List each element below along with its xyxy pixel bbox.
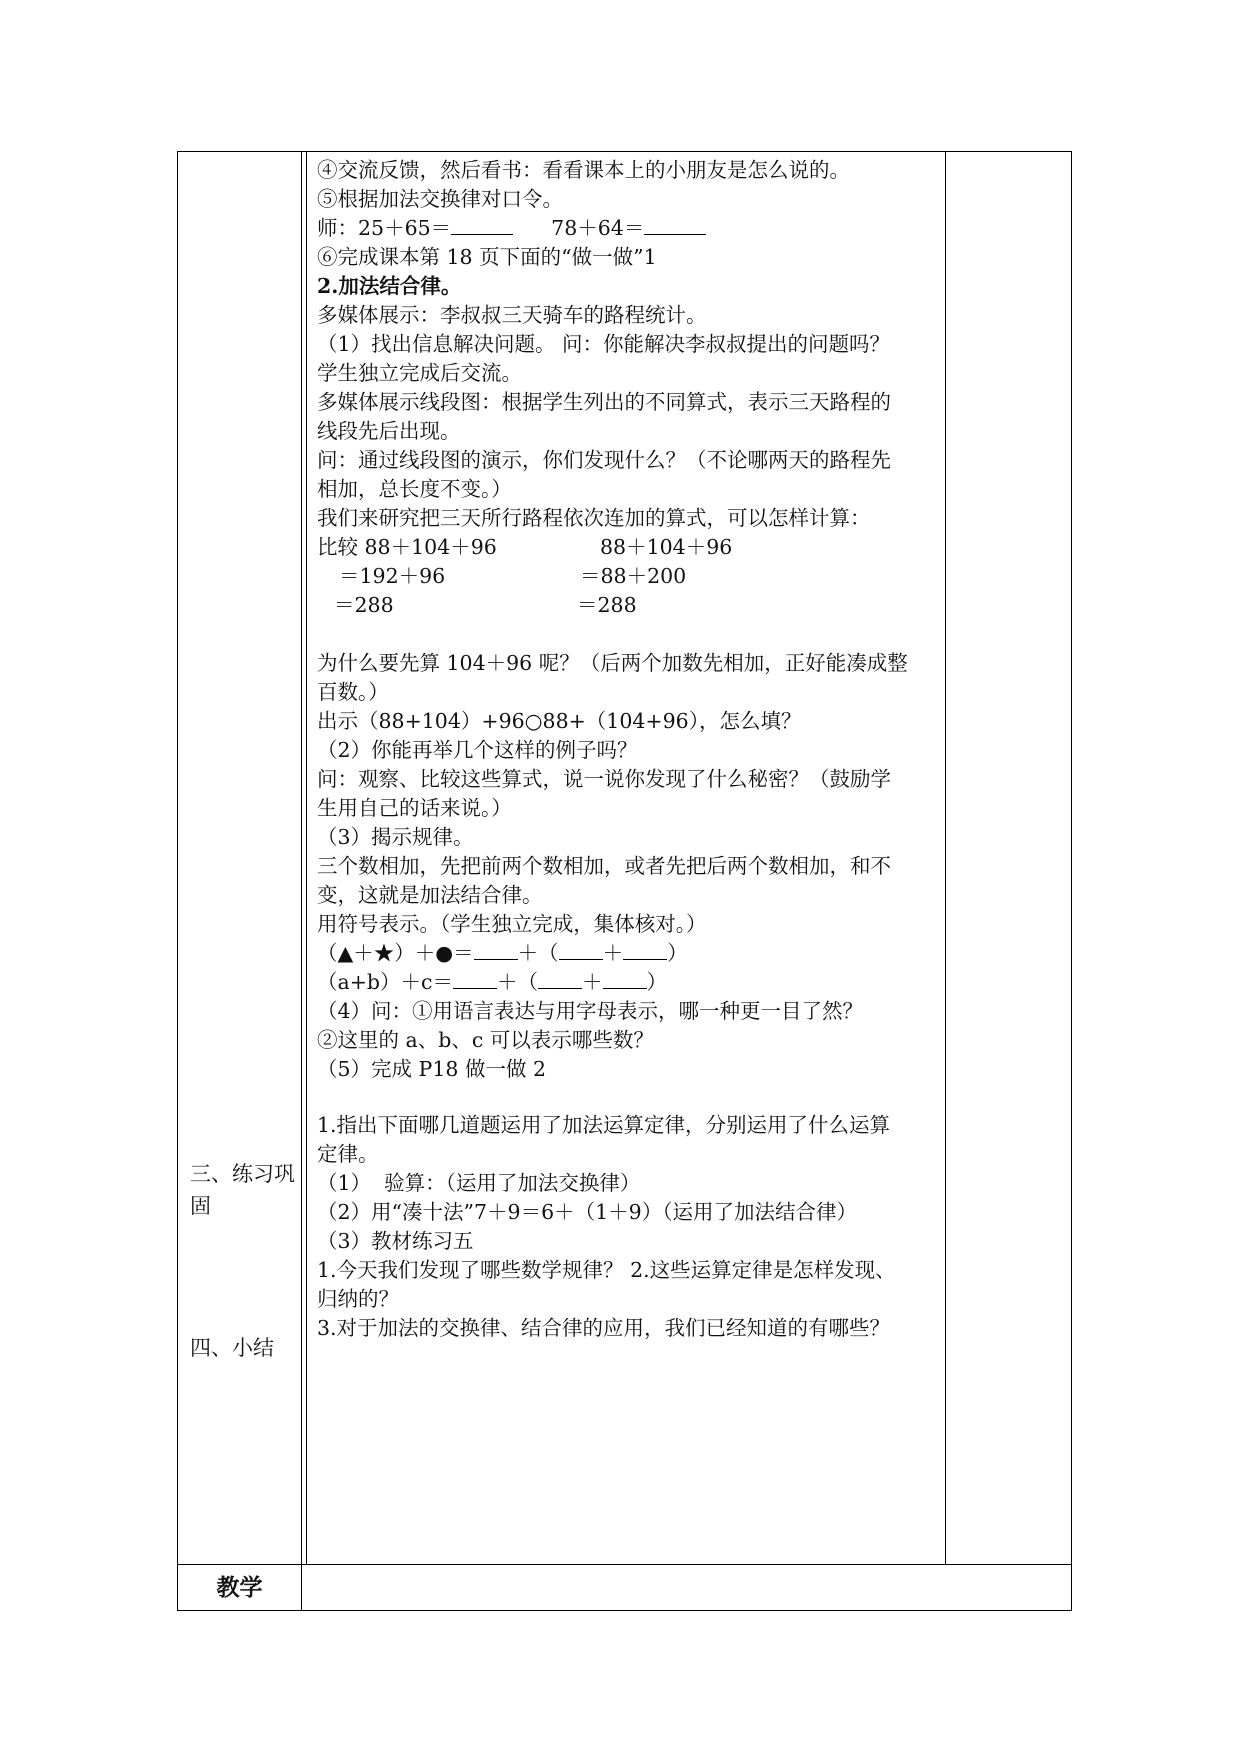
text-line: （2）用“凑十法”7＋9＝6＋（1＋9）（运用了加法结合律） <box>317 1200 857 1224</box>
section-label-summary: 四、小结 <box>190 1336 274 1360</box>
text-line: （3）教材练习五 <box>317 1229 474 1253</box>
lesson-plan-table <box>177 151 1072 1611</box>
text-line: 生用自己的话来说。） <box>317 796 512 820</box>
text-line: 多媒体展示：李叔叔三天骑车的路程统计。 <box>317 303 707 327</box>
answer-blank <box>453 970 497 989</box>
text-line: 师：25＋65＝ 78＋64＝ <box>317 213 706 243</box>
fill-in-line: （a+b）＋c＝ ＋（ ＋ ） <box>317 970 668 994</box>
text-line: 1.今天我们发现了哪些数学规律？ 2.这些运算定律是怎样发现、 <box>317 1258 896 1282</box>
text-line: 百数。） <box>317 680 389 704</box>
text-line: 相加，总长度不变。） <box>317 477 512 501</box>
text-line: 1.指出下面哪几道题运用了加法运算定律，分别运用了什么运算 <box>317 1113 891 1137</box>
text-line: ⑤根据加法交换律对口令。 <box>317 187 563 211</box>
section-heading: 2.加法结合律。 <box>317 274 462 298</box>
text-line: ②这里的 a、b、c 可以表示哪些数？ <box>317 1028 654 1052</box>
text-line: 我们来研究把三天所行路程依次连加的算式，可以怎样计算： <box>317 506 871 530</box>
text-line: 出示（88+104）+96○88+（104+96），怎么填？ <box>317 709 802 733</box>
text-line: 问：通过线段图的演示，你们发现什么？（不论哪两天的路程先 <box>317 448 891 472</box>
text-line: 问：观察、比较这些算式，说一说你发现了什么秘密？（鼓励学 <box>317 767 891 791</box>
equation-line: 比较 88＋104＋96 <box>317 535 497 559</box>
answer-blank <box>451 216 513 235</box>
section-label-practice: 三、练习巩 固 <box>190 1162 295 1218</box>
equation-line: 88＋104＋96 <box>600 535 733 559</box>
text-line: 变，这就是加法结合律。 <box>317 883 543 907</box>
text-line: （1）找出信息解决问题。 问：你能解决李叔叔提出的问题吗？ <box>317 332 891 356</box>
text-line: （1） 验算：（运用了加法交换律） <box>317 1171 641 1195</box>
answer-blank <box>603 970 647 989</box>
text-line: ⑥完成课本第 18 页下面的“做一做”1 <box>317 245 657 269</box>
bottom-row-label: 教学 <box>216 1574 263 1601</box>
text-line: ④交流反馈，然后看书：看看课本上的小朋友是怎么说的。 <box>317 158 850 182</box>
text-line: （2）你能再举几个这样的例子吗？ <box>317 738 638 762</box>
text-line: 3.对于加法的交换律、结合律的应用，我们已经知道的有哪些？ <box>317 1316 891 1340</box>
answer-blank <box>474 941 518 960</box>
equation-line: ＝288 <box>334 593 394 617</box>
column-divider <box>301 152 302 1610</box>
fill-in-line: （▲＋★）＋●＝ ＋（ ＋ ） <box>317 941 688 965</box>
column-divider <box>945 152 946 1564</box>
equation-line: ＝192＋96 <box>339 564 446 588</box>
text-line: 归纳的？ <box>317 1287 399 1311</box>
answer-blank <box>538 970 582 989</box>
answer-blank <box>623 941 667 960</box>
text-line: 用符号表示。（学生独立完成，集体核对。） <box>317 912 707 936</box>
text-line: （5）完成 P18 做一做 2 <box>317 1057 547 1081</box>
text-line: 为什么要先算 104＋96 呢？（后两个加数先相加，正好能凑成整 <box>317 651 908 675</box>
answer-blank <box>559 941 603 960</box>
answer-blank <box>644 216 706 235</box>
text-line: 多媒体展示线段图：根据学生列出的不同算式，表示三天路程的 <box>317 390 891 414</box>
column-divider <box>306 152 307 1564</box>
text-line: 学生独立完成后交流。 <box>317 361 522 385</box>
equation-line: ＝288 <box>577 593 637 617</box>
text-line: 线段先后出现。 <box>317 419 461 443</box>
text-line: 定律。 <box>317 1142 379 1166</box>
equation-line: ＝88＋200 <box>580 564 687 588</box>
text-line: （4）问：①用语言表达与用字母表示，哪一种更一目了然？ <box>317 999 864 1023</box>
text-line: 三个数相加，先把前两个数相加，或者先把后两个数相加，和不 <box>317 854 891 878</box>
text-line: （3）揭示规律。 <box>317 825 474 849</box>
row-divider <box>178 1564 1071 1565</box>
